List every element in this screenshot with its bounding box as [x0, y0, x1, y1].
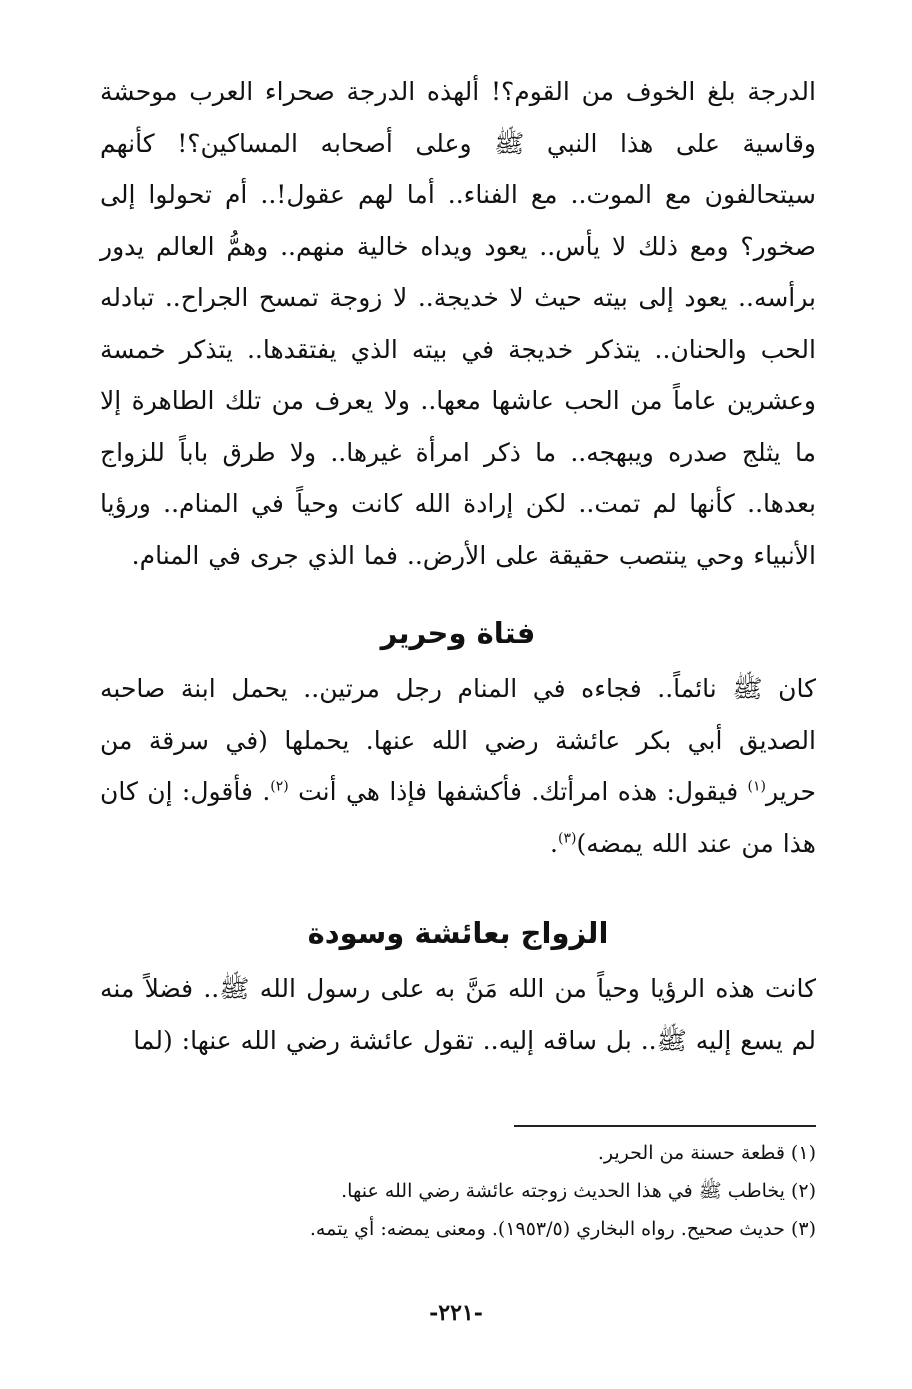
page-number: -٢٢١- — [429, 1300, 483, 1326]
footnotes — [100, 1134, 816, 1248]
footnote-ref-1[interactable]: (١) — [747, 778, 766, 795]
page-body — [100, 66, 816, 1066]
footnote-3: (٣) حديث صحيح. رواه البخاري (١٩٥٣/٥). ومعنى يمضه: أي يتمه. — [309, 1218, 816, 1240]
section-1-text-b: فيقول: هذه امرأتك. فأكشفها فإذا هي أنت — [288, 777, 748, 806]
section-1-text-a: كان ﷺ نائماً.. فجاءه في المنام رجل مرتين.. يحمل ابنة صاحبه الصديق أبي بكر عائشة رضي الله عنها. يحملها (في سرقة من حرير — [100, 674, 816, 806]
body-paragraph: الدرجة بلغ الخوف من القوم؟! ألهذه الدرجة صحراء العرب موحشة وقاسية على هذا النبي ﷺ وعلى أصحابه المساكين؟! كأنهم سيتحالفون مع الموت.. مع الفناء.. أما لهم عقول!.. أم تحولوا إلى صخور؟ ومع ذلك لا يأس.. يعود ويداه خالية منهم.. وهمُّ العالم يدور برأسه.. يعود إلى بيته حيث لا خديجة.. لا زوجة تمسح الجراح.. تبادله الحب والحنان.. يتذكر خديجة في بيته الذي يفتقدها.. يتذكر خمسة وعشرين عاماً من الحب عاشها معها.. ولا يعرف من تلك الطاهرة إلا ما يثلج صدره ويبهجه.. ما ذكر امرأة غيرها.. ولا طرق باباً للزواج بعدها.. كأنها لم تمت.. لكن إرادة الله كانت وحياً في المنام.. ورؤيا الأنبياء وحي ينتصب حقيقة على الأرض.. فما الذي جرى في المنام. — [100, 77, 816, 570]
footnote-ref-3[interactable]: (٣) — [557, 830, 577, 847]
section-1-text-d: . — [550, 828, 558, 858]
section-1-text-c: . فأقول: إن كان هذا من عند الله يمضه) — [100, 777, 816, 858]
footnote-ref-2[interactable]: (٢) — [270, 778, 289, 795]
section-heading-fatat-wa-harir: فتاة وحرير — [380, 616, 536, 650]
section-2-paragraph: كانت هذه الرؤيا وحياً من الله مَنَّ به على رسول الله ﷺ.. فضلاً منه لم يسع إليه ﷺ.. بل ساقه إليه.. تقول عائشة رضي الله عنها: (لما — [100, 974, 816, 1055]
footnote-2: (٢) يخاطب ﷺ في هذا الحديث زوجته عائشة رضي الله عنها. — [341, 1180, 816, 1202]
section-heading-marriage: الزواج بعائشة وسودة — [307, 916, 609, 950]
footnote-divider — [514, 1125, 816, 1127]
footnote-1: (١) قطعة حسنة من الحرير. — [597, 1142, 816, 1164]
section-1-paragraph — [100, 663, 816, 869]
